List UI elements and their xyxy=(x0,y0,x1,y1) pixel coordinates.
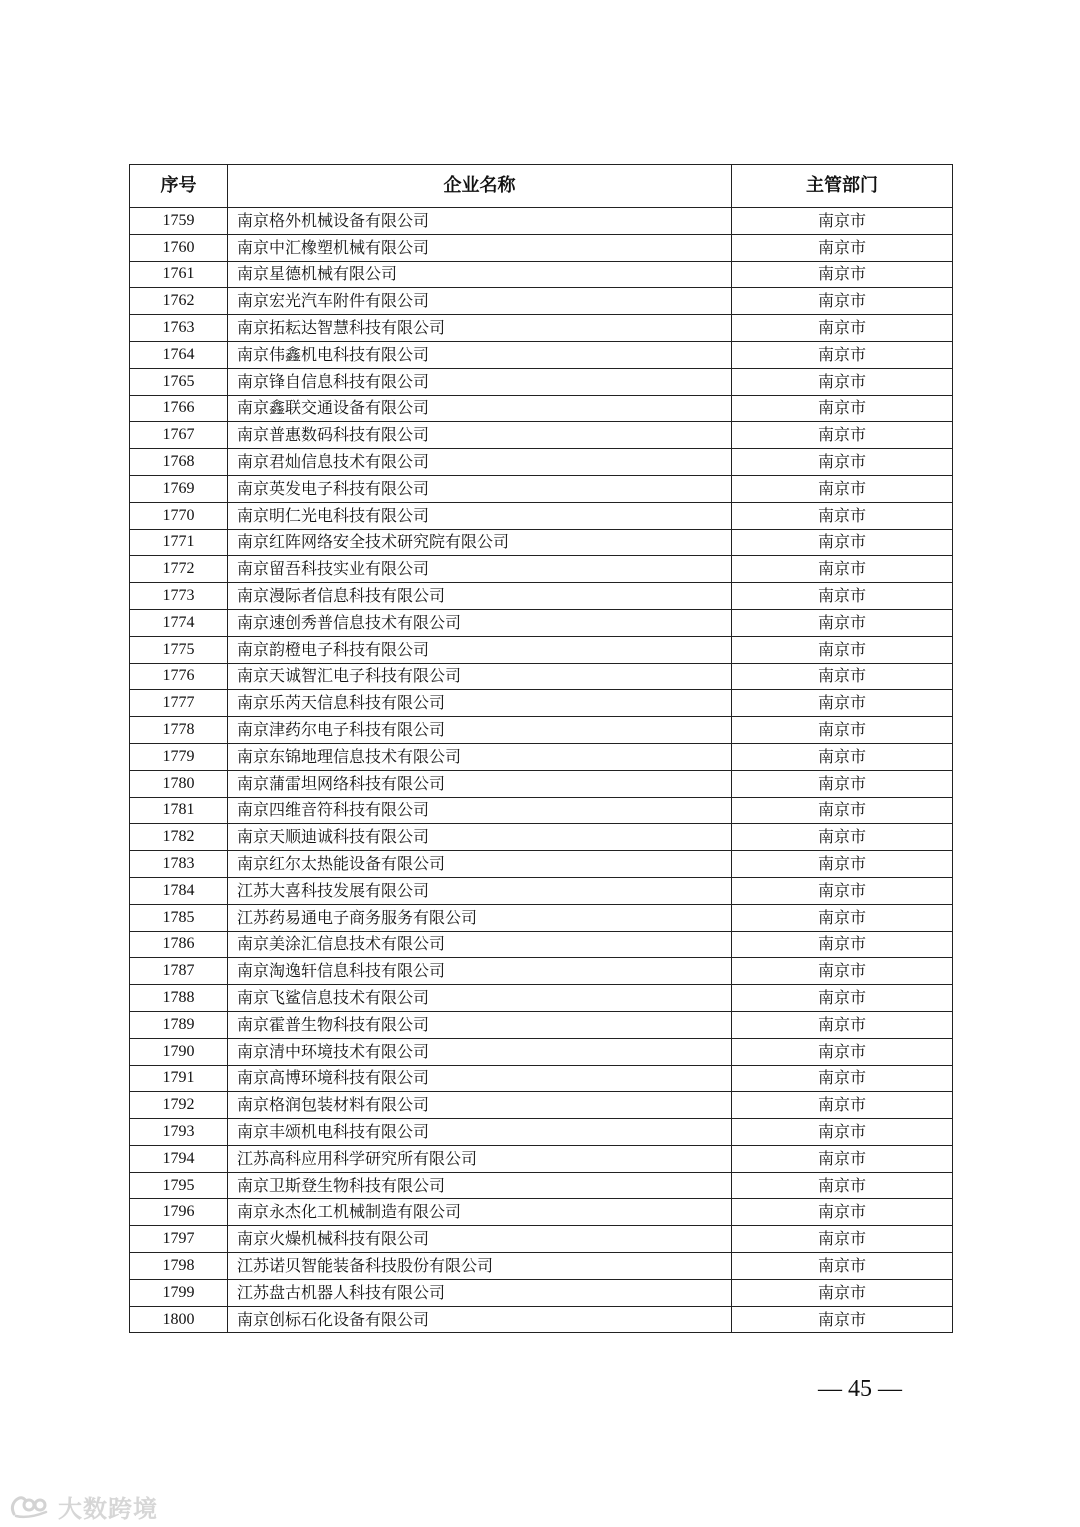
table-row xyxy=(130,877,953,904)
table-row xyxy=(130,583,953,610)
row-seq-cell: 1762 xyxy=(130,288,228,315)
row-dept-cell: 南京市 xyxy=(732,636,953,663)
table-row xyxy=(130,1172,953,1199)
row-seq-cell: 1770 xyxy=(130,502,228,529)
table-row xyxy=(130,663,953,690)
row-seq-cell: 1764 xyxy=(130,341,228,368)
row-seq-cell: 1790 xyxy=(130,1038,228,1065)
table-row xyxy=(130,690,953,717)
table-row xyxy=(130,609,953,636)
row-dept-cell: 南京市 xyxy=(732,743,953,770)
row-name-cell: 江苏盘古机器人科技有限公司 xyxy=(228,1279,732,1306)
row-dept-cell: 南京市 xyxy=(732,931,953,958)
header-seq: 序号 xyxy=(130,165,228,208)
table-row xyxy=(130,1279,953,1306)
row-dept-cell: 南京市 xyxy=(732,1011,953,1038)
row-dept-cell: 南京市 xyxy=(732,958,953,985)
row-seq-cell: 1769 xyxy=(130,475,228,502)
row-dept-cell: 南京市 xyxy=(732,208,953,235)
row-name-cell: 南京留吾科技实业有限公司 xyxy=(228,556,732,583)
row-dept-cell: 南京市 xyxy=(732,556,953,583)
row-seq-cell: 1799 xyxy=(130,1279,228,1306)
table-row xyxy=(130,1226,953,1253)
row-dept-cell: 南京市 xyxy=(732,770,953,797)
row-name-cell: 南京锋自信息科技有限公司 xyxy=(228,368,732,395)
row-dept-cell: 南京市 xyxy=(732,1172,953,1199)
row-dept-cell: 南京市 xyxy=(732,985,953,1012)
row-dept-cell: 南京市 xyxy=(732,877,953,904)
row-dept-cell: 南京市 xyxy=(732,234,953,261)
row-dept-cell: 南京市 xyxy=(732,1092,953,1119)
row-name-cell: 江苏诺贝智能装备科技股份有限公司 xyxy=(228,1253,732,1280)
row-name-cell: 南京津药尔电子科技有限公司 xyxy=(228,717,732,744)
row-seq-cell: 1781 xyxy=(130,797,228,824)
enterprise-table xyxy=(129,164,953,1333)
row-name-cell: 南京霍普生物科技有限公司 xyxy=(228,1011,732,1038)
row-name-cell: 南京高博环境科技有限公司 xyxy=(228,1065,732,1092)
table-row xyxy=(130,288,953,315)
row-seq-cell: 1760 xyxy=(130,234,228,261)
row-seq-cell: 1774 xyxy=(130,609,228,636)
row-name-cell: 南京东锦地理信息技术有限公司 xyxy=(228,743,732,770)
watermark-text: 大数跨境 xyxy=(58,1494,158,1523)
row-seq-cell: 1792 xyxy=(130,1092,228,1119)
table-row xyxy=(130,904,953,931)
table-row xyxy=(130,341,953,368)
table-row xyxy=(130,449,953,476)
row-dept-cell: 南京市 xyxy=(732,475,953,502)
table-row xyxy=(130,529,953,556)
row-dept-cell: 南京市 xyxy=(732,824,953,851)
row-dept-cell: 南京市 xyxy=(732,1306,953,1333)
table-row xyxy=(130,234,953,261)
row-name-cell: 江苏高科应用科学研究所有限公司 xyxy=(228,1145,732,1172)
table-row xyxy=(130,1306,953,1333)
table-row xyxy=(130,636,953,663)
table-row xyxy=(130,1011,953,1038)
table-row xyxy=(130,717,953,744)
row-dept-cell: 南京市 xyxy=(732,1038,953,1065)
row-name-cell: 南京天顺迪诚科技有限公司 xyxy=(228,824,732,851)
row-seq-cell: 1765 xyxy=(130,368,228,395)
watermark-logo-icon xyxy=(8,1492,52,1520)
table-row xyxy=(130,1145,953,1172)
row-name-cell: 南京美涂汇信息技术有限公司 xyxy=(228,931,732,958)
row-name-cell: 南京伟鑫机电科技有限公司 xyxy=(228,341,732,368)
row-seq-cell: 1773 xyxy=(130,583,228,610)
row-name-cell: 南京红尔太热能设备有限公司 xyxy=(228,851,732,878)
row-dept-cell: 南京市 xyxy=(732,904,953,931)
row-dept-cell: 南京市 xyxy=(732,609,953,636)
row-dept-cell: 南京市 xyxy=(732,1226,953,1253)
row-name-cell: 南京鑫联交通设备有限公司 xyxy=(228,395,732,422)
row-dept-cell: 南京市 xyxy=(732,1199,953,1226)
table-row xyxy=(130,1092,953,1119)
row-name-cell: 南京韵橙电子科技有限公司 xyxy=(228,636,732,663)
row-seq-cell: 1787 xyxy=(130,958,228,985)
row-seq-cell: 1759 xyxy=(130,208,228,235)
row-dept-cell: 南京市 xyxy=(732,368,953,395)
row-seq-cell: 1780 xyxy=(130,770,228,797)
row-name-cell: 南京火燥机械科技有限公司 xyxy=(228,1226,732,1253)
row-seq-cell: 1771 xyxy=(130,529,228,556)
row-name-cell: 南京乐芮天信息科技有限公司 xyxy=(228,690,732,717)
table-row xyxy=(130,1199,953,1226)
row-seq-cell: 1778 xyxy=(130,717,228,744)
row-seq-cell: 1779 xyxy=(130,743,228,770)
table-row xyxy=(130,475,953,502)
table-row xyxy=(130,797,953,824)
row-name-cell: 南京蒲雷坦网络科技有限公司 xyxy=(228,770,732,797)
table-row xyxy=(130,931,953,958)
table-row xyxy=(130,395,953,422)
row-seq-cell: 1784 xyxy=(130,877,228,904)
table-row xyxy=(130,502,953,529)
table-row xyxy=(130,261,953,288)
row-name-cell: 江苏大喜科技发展有限公司 xyxy=(228,877,732,904)
row-seq-cell: 1772 xyxy=(130,556,228,583)
row-seq-cell: 1775 xyxy=(130,636,228,663)
row-dept-cell: 南京市 xyxy=(732,851,953,878)
row-seq-cell: 1789 xyxy=(130,1011,228,1038)
row-seq-cell: 1777 xyxy=(130,690,228,717)
row-name-cell: 南京创标石化设备有限公司 xyxy=(228,1306,732,1333)
row-dept-cell: 南京市 xyxy=(732,449,953,476)
row-dept-cell: 南京市 xyxy=(732,1279,953,1306)
table-row xyxy=(130,958,953,985)
row-seq-cell: 1763 xyxy=(130,315,228,342)
row-name-cell: 南京永杰化工机械制造有限公司 xyxy=(228,1199,732,1226)
row-name-cell: 南京四维音符科技有限公司 xyxy=(228,797,732,824)
row-seq-cell: 1766 xyxy=(130,395,228,422)
table-row xyxy=(130,1065,953,1092)
row-seq-cell: 1797 xyxy=(130,1226,228,1253)
table-row xyxy=(130,422,953,449)
row-name-cell: 南京拓耘达智慧科技有限公司 xyxy=(228,315,732,342)
row-name-cell: 南京明仁光电科技有限公司 xyxy=(228,502,732,529)
row-seq-cell: 1798 xyxy=(130,1253,228,1280)
row-seq-cell: 1788 xyxy=(130,985,228,1012)
row-seq-cell: 1783 xyxy=(130,851,228,878)
table-row xyxy=(130,315,953,342)
table-row xyxy=(130,368,953,395)
watermark xyxy=(8,1488,158,1524)
row-name-cell: 南京卫斯登生物科技有限公司 xyxy=(228,1172,732,1199)
table-row xyxy=(130,770,953,797)
row-dept-cell: 南京市 xyxy=(732,261,953,288)
row-seq-cell: 1791 xyxy=(130,1065,228,1092)
row-dept-cell: 南京市 xyxy=(732,1253,953,1280)
row-name-cell: 南京清中环境技术有限公司 xyxy=(228,1038,732,1065)
row-name-cell: 南京天诚智汇电子科技有限公司 xyxy=(228,663,732,690)
row-name-cell: 南京宏光汽车附件有限公司 xyxy=(228,288,732,315)
row-name-cell: 南京飞鲨信息技术有限公司 xyxy=(228,985,732,1012)
row-seq-cell: 1794 xyxy=(130,1145,228,1172)
row-dept-cell: 南京市 xyxy=(732,288,953,315)
row-seq-cell: 1767 xyxy=(130,422,228,449)
row-seq-cell: 1795 xyxy=(130,1172,228,1199)
row-dept-cell: 南京市 xyxy=(732,315,953,342)
row-name-cell: 南京普惠数码科技有限公司 xyxy=(228,422,732,449)
row-name-cell: 南京淘逸轩信息科技有限公司 xyxy=(228,958,732,985)
row-dept-cell: 南京市 xyxy=(732,1119,953,1146)
page-number: — 45 — xyxy=(818,1376,902,1402)
table-body xyxy=(130,208,953,1333)
row-seq-cell: 1800 xyxy=(130,1306,228,1333)
table-row xyxy=(130,743,953,770)
table-row xyxy=(130,985,953,1012)
row-dept-cell: 南京市 xyxy=(732,422,953,449)
row-name-cell: 南京格外机械设备有限公司 xyxy=(228,208,732,235)
table-row xyxy=(130,208,953,235)
row-name-cell: 南京君灿信息技术有限公司 xyxy=(228,449,732,476)
table-row xyxy=(130,851,953,878)
row-dept-cell: 南京市 xyxy=(732,1145,953,1172)
table-header xyxy=(130,165,953,208)
row-dept-cell: 南京市 xyxy=(732,583,953,610)
row-dept-cell: 南京市 xyxy=(732,529,953,556)
header-dept: 主管部门 xyxy=(732,165,953,208)
table-row xyxy=(130,824,953,851)
row-dept-cell: 南京市 xyxy=(732,690,953,717)
row-dept-cell: 南京市 xyxy=(732,663,953,690)
row-seq-cell: 1782 xyxy=(130,824,228,851)
row-name-cell: 南京英发电子科技有限公司 xyxy=(228,475,732,502)
row-dept-cell: 南京市 xyxy=(732,395,953,422)
header-row xyxy=(130,165,953,208)
table-row xyxy=(130,1253,953,1280)
row-name-cell: 江苏药易通电子商务服务有限公司 xyxy=(228,904,732,931)
table-row xyxy=(130,1038,953,1065)
row-dept-cell: 南京市 xyxy=(732,341,953,368)
table-row xyxy=(130,556,953,583)
row-dept-cell: 南京市 xyxy=(732,502,953,529)
row-seq-cell: 1785 xyxy=(130,904,228,931)
row-name-cell: 南京速创秀普信息技术有限公司 xyxy=(228,609,732,636)
row-name-cell: 南京漫际者信息科技有限公司 xyxy=(228,583,732,610)
row-name-cell: 南京格润包装材料有限公司 xyxy=(228,1092,732,1119)
row-seq-cell: 1776 xyxy=(130,663,228,690)
row-dept-cell: 南京市 xyxy=(732,797,953,824)
row-seq-cell: 1768 xyxy=(130,449,228,476)
header-name: 企业名称 xyxy=(228,165,732,208)
table-row xyxy=(130,1119,953,1146)
row-dept-cell: 南京市 xyxy=(732,1065,953,1092)
row-name-cell: 南京丰颂机电科技有限公司 xyxy=(228,1119,732,1146)
row-seq-cell: 1793 xyxy=(130,1119,228,1146)
row-name-cell: 南京红阵网络安全技术研究院有限公司 xyxy=(228,529,732,556)
row-seq-cell: 1796 xyxy=(130,1199,228,1226)
row-seq-cell: 1786 xyxy=(130,931,228,958)
row-name-cell: 南京星德机械有限公司 xyxy=(228,261,732,288)
row-name-cell: 南京中汇橡塑机械有限公司 xyxy=(228,234,732,261)
row-dept-cell: 南京市 xyxy=(732,717,953,744)
row-seq-cell: 1761 xyxy=(130,261,228,288)
